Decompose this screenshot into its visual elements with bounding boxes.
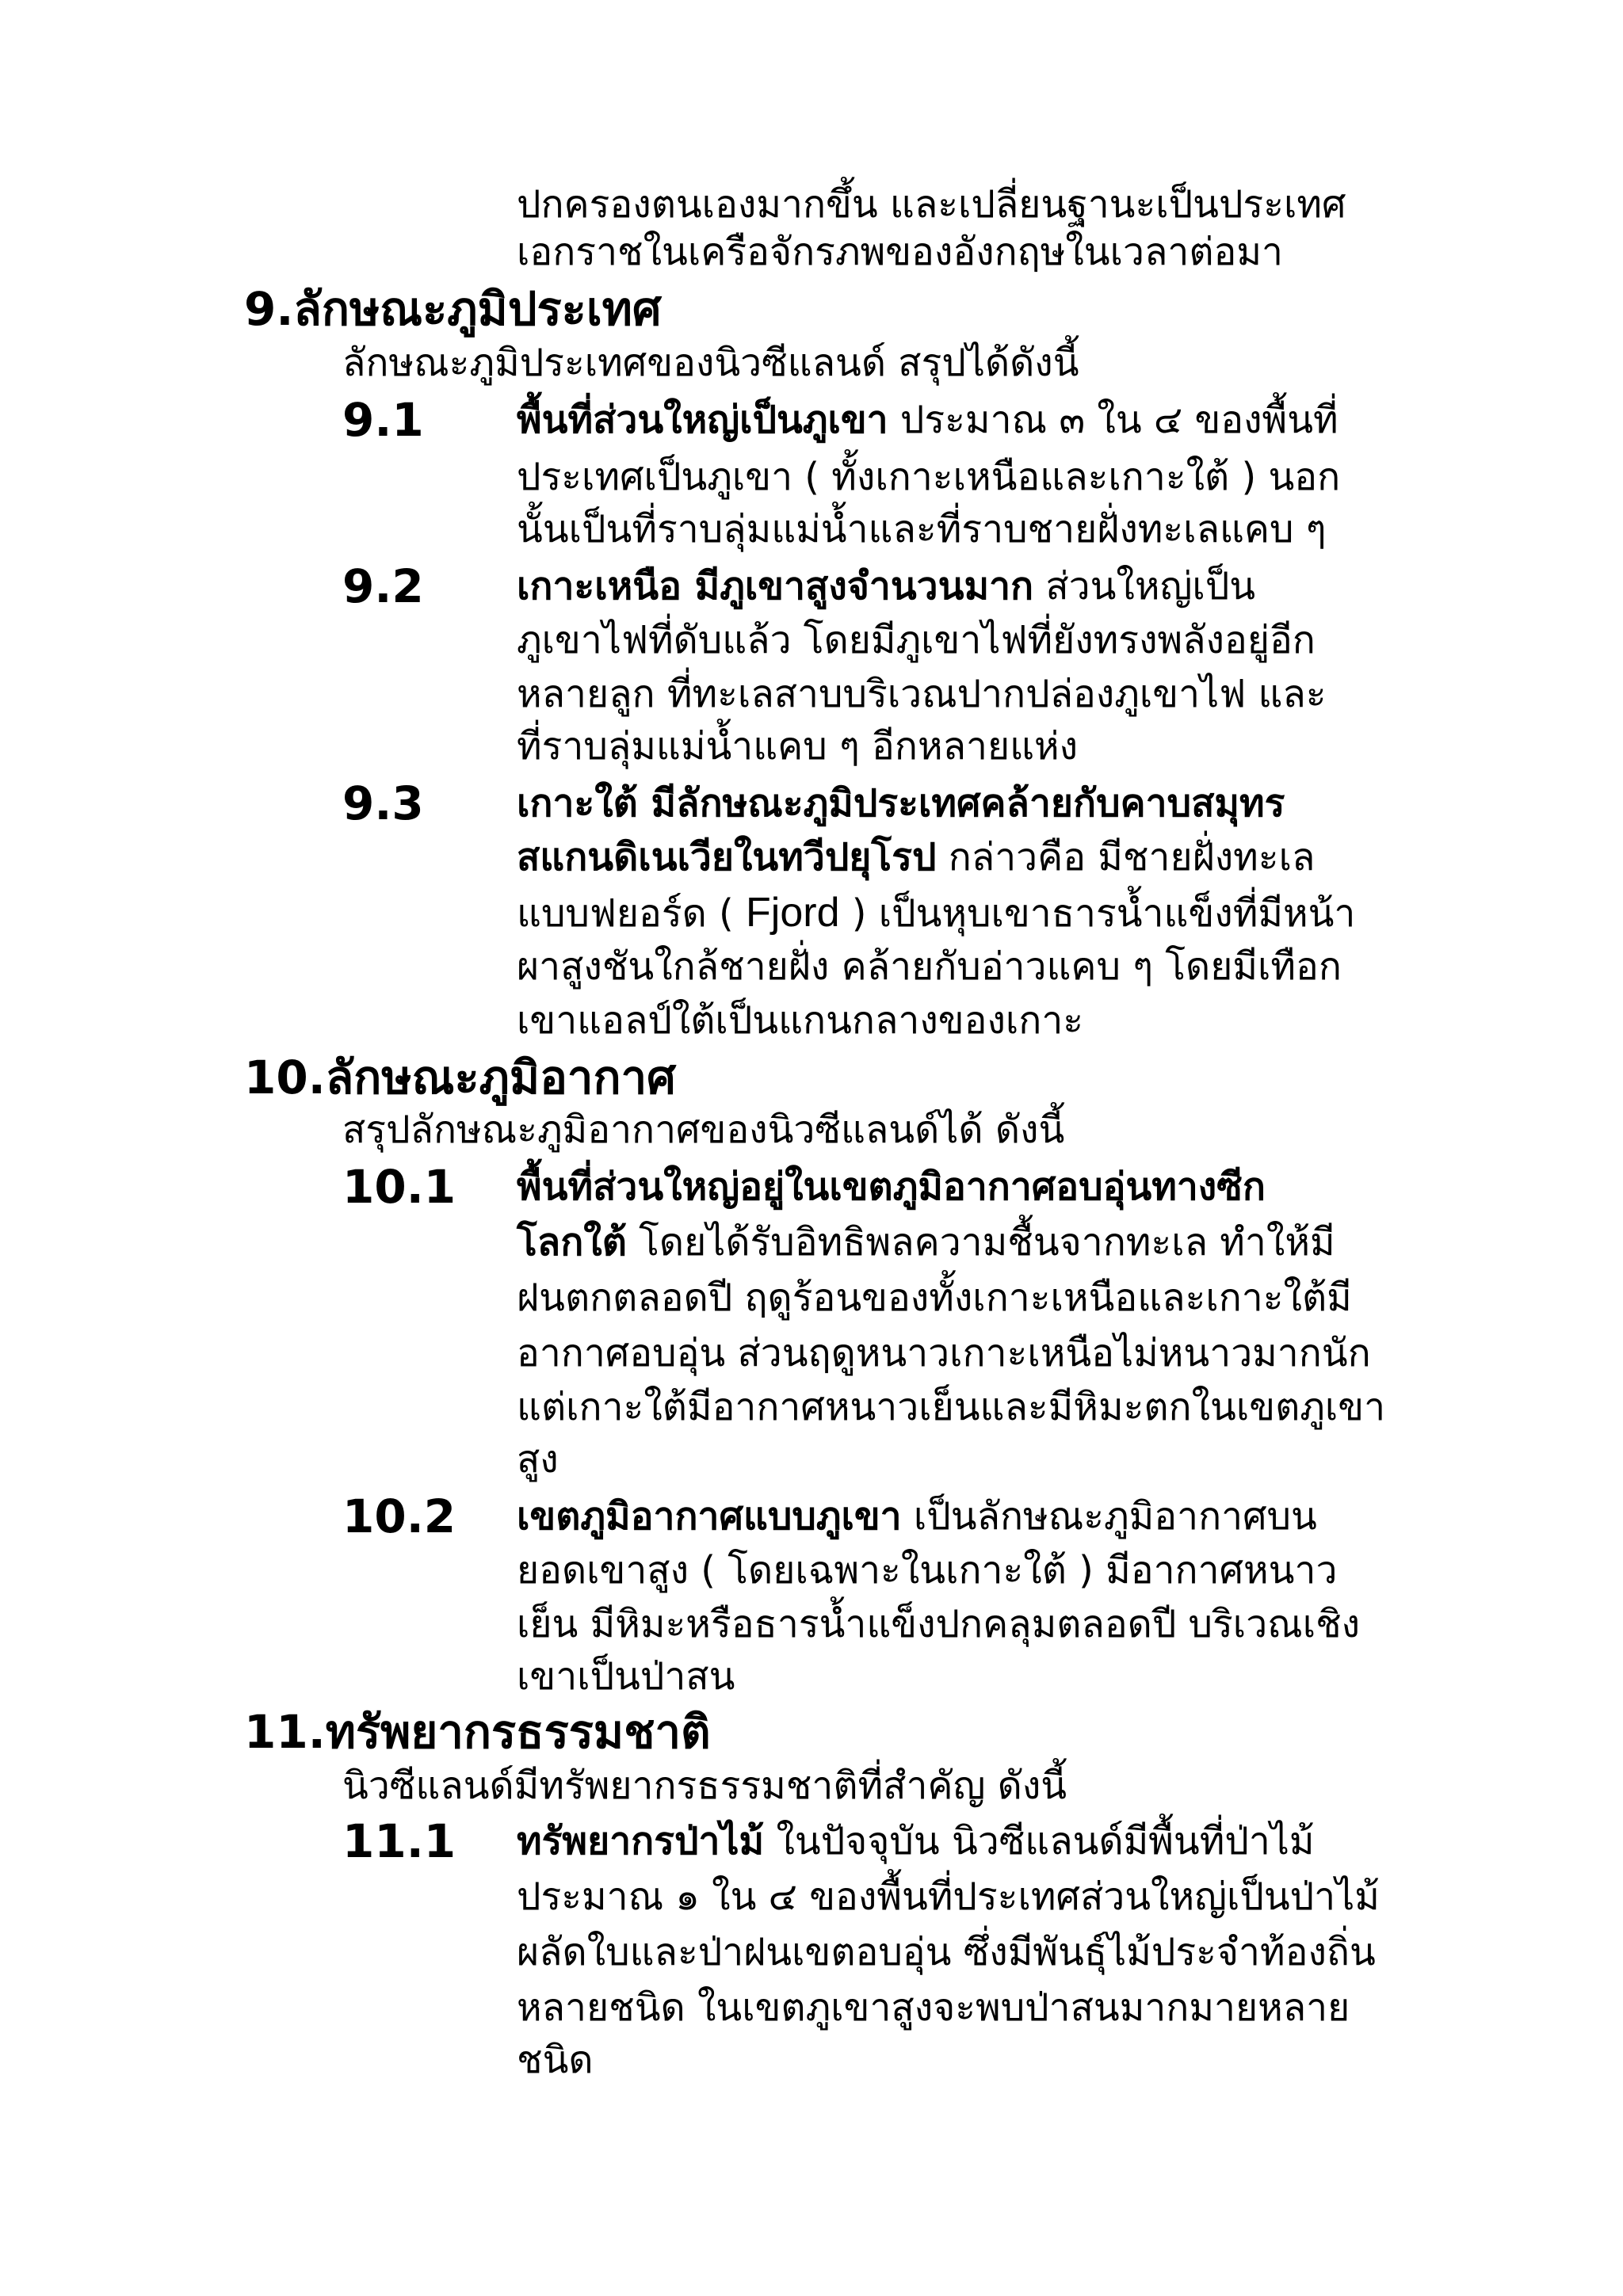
item-11-1-line-5: ชนิด <box>517 2038 594 2082</box>
section-heading-9: 9.ลักษณะภูมิประเทศ <box>244 282 662 336</box>
item-11-1-line-3: ผลัดใบและป่าฝนเขตอบอุ่น ซึ่งมีพันธุ์ไม้ประจำท้องถิ่น <box>517 1930 1376 1974</box>
item-10-1-line-5: แต่เกาะใต้มีอากาศหนาวเย็นและมีหิมะตกในเขตภูเขา <box>517 1385 1386 1429</box>
item-10-1-line-2 <box>517 1215 1335 1269</box>
item-9-3-line-4: ผาสูงชันใกล้ชายฝั่ง คล้ายกับอ่าวแคบ ๆ โดยมีเทือก <box>517 944 1342 989</box>
item-number-10-1: 10.1 <box>342 1160 456 1214</box>
item-9-3-bold-2: สแกนดิเนเวียในทวีปยุโรป <box>517 835 937 879</box>
item-10-2-line-3: เย็น มีหิมะหรือธารน้ำแข็งปกคลุมตลอดปี บริเวณเชิง <box>517 1602 1361 1646</box>
item-9-3-line-2 <box>517 830 1315 884</box>
item-9-3-line-5: เขาแอลป์ใต้เป็นแกนกลางของเกาะ <box>517 998 1084 1043</box>
item-11-1-rest: ในปัจจุบัน นิวซีแลนด์มีพื้นที่ป่าไม้ <box>764 1819 1315 1863</box>
item-9-3-line-3 <box>517 886 1355 940</box>
section-summary-11: นิวซีแลนด์มีทรัพยากรธรรมชาติที่สำคัญ ดังนี้ <box>342 1764 1067 1808</box>
item-10-1-line-1: พื้นที่ส่วนใหญ่อยู่ในเขตภูมิอากาศอบอุ่นทางซีก <box>517 1165 1266 1209</box>
item-9-3-line-3-pre: แบบฟยอร์ด ( <box>517 891 747 936</box>
item-9-2-bold: เกาะเหนือ มีภูเขาสูงจำนวนมาก <box>517 564 1034 608</box>
item-9-3-fjord: Fjord <box>746 890 840 936</box>
item-9-3-rest-2: กล่าวคือ มีชายฝั่งทะเล <box>936 835 1316 879</box>
item-9-2-line-2: ภูเขาไฟที่ดับแล้ว โดยมีภูเขาไฟที่ยังทรงพลังอยู่อีก <box>517 618 1316 662</box>
intro-line-2: เอกราชในเครือจักรภพของอังกฤษในเวลาต่อมา <box>517 230 1283 274</box>
item-10-2-line-1 <box>517 1489 1317 1543</box>
item-9-3-line-1: เกาะใต้ มีลักษณะภูมิประเทศคล้ายกับคาบสมุทร <box>517 781 1285 826</box>
item-9-1-line-2: ประเทศเป็นภูเขา ( ทั้งเกาะเหนือและเกาะใต้ ) นอก <box>517 455 1341 499</box>
item-11-1-line-4: หลายชนิด ในเขตภูเขาสูงจะพบป่าสนมากมายหลาย <box>517 1985 1350 2030</box>
item-9-2-line-1 <box>517 559 1255 613</box>
item-10-2-line-4: เขาเป็นป่าสน <box>517 1654 735 1699</box>
item-number-10-2: 10.2 <box>342 1489 456 1543</box>
item-10-2-rest: เป็นลักษณะภูมิอากาศบน <box>901 1494 1317 1539</box>
item-11-1-line-2: ประมาณ ๑ ใน ๔ ของพื้นที่ประเทศส่วนใหญ่เป็นป่าไม้ <box>517 1875 1380 1919</box>
item-11-1-bold: ทรัพยากรป่าไม้ <box>517 1819 765 1863</box>
item-10-1-line-3: ฝนตกตลอดปี ฤดูร้อนของทั้งเกาะเหนือและเกาะใต้มี <box>517 1276 1352 1320</box>
section-heading-10: 10.ลักษณะภูมิอากาศ <box>244 1051 676 1104</box>
item-9-2-line-4: ที่ราบลุ่มแม่น้ำแคบ ๆ อีกหลายแห่ง <box>517 724 1079 769</box>
item-number-11-1: 11.1 <box>342 1814 456 1868</box>
item-9-3-line-3-post: ) เป็นหุบเขาธารน้ำแข็งที่มีหน้า <box>839 891 1356 936</box>
item-10-1-rest-2: โดยได้รับอิทธิพลความชื้นจากทะเล ทำให้มี <box>626 1220 1335 1264</box>
item-9-1-line-1 <box>517 393 1338 447</box>
section-heading-11: 11.ทรัพยากรธรรมชาติ <box>244 1705 711 1759</box>
item-10-2-line-2: ยอดเขาสูง ( โดยเฉพาะในเกาะใต้ ) มีอากาศหนาว <box>517 1548 1338 1592</box>
item-9-1-line-3: นั้นเป็นที่ราบลุ่มแม่น้ำและที่ราบชายฝั่งทะเลแคบ ๆ <box>517 507 1327 551</box>
item-11-1-line-1 <box>517 1814 1315 1868</box>
intro-line-1: ปกครองตนเองมากขึ้น และเปลี่ยนฐานะเป็นประเทศ <box>517 182 1346 227</box>
item-10-1-line-6: สูง <box>517 1437 559 1482</box>
item-number-9-3: 9.3 <box>342 776 424 830</box>
item-9-1-bold: พื้นที่ส่วนใหญ่เป็นภูเขา <box>517 398 888 442</box>
item-10-2-bold: เขตภูมิอากาศแบบภูเขา <box>517 1494 902 1539</box>
item-10-1-line-4: อากาศอบอุ่น ส่วนฤดูหนาวเกาะเหนือไม่หนาวมากนัก <box>517 1331 1371 1375</box>
item-9-2-line-3: หลายลูก ที่ทะเลสาบบริเวณปากปล่องภูเขาไฟ และ <box>517 672 1327 716</box>
section-summary-10: สรุปลักษณะภูมิอากาศของนิวซีแลนด์ได้ ดังนี้ <box>342 1108 1065 1152</box>
item-number-9-2: 9.2 <box>342 559 424 613</box>
section-summary-9: ลักษณะภูมิประเทศของนิวซีแลนด์ สรุปได้ดังนี้ <box>342 341 1079 385</box>
item-10-1-bold-2: โลกใต้ <box>517 1220 627 1264</box>
item-9-1-rest: ประมาณ ๓ ใน ๔ ของพื้นที่ <box>888 398 1338 442</box>
item-9-2-rest: ส่วนใหญ่เป็น <box>1033 564 1256 608</box>
item-number-9-1: 9.1 <box>342 393 424 447</box>
